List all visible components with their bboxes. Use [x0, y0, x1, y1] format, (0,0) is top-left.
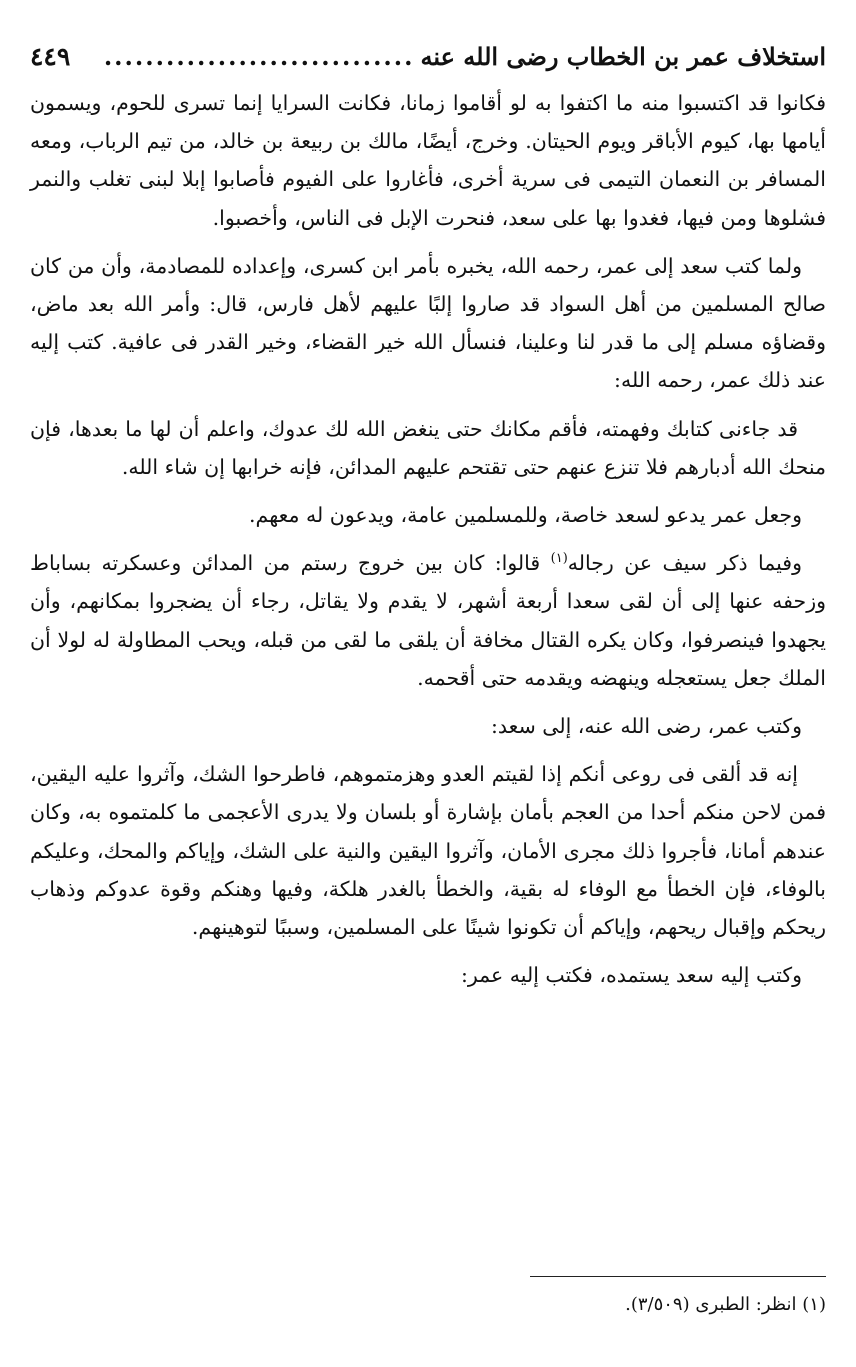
running-header — [30, 38, 826, 74]
paragraph-6: وكتب عمر، رضى الله عنه، إلى سعد: — [491, 714, 802, 739]
paragraph-1: فكانوا قد اكتسبوا منه ما اكتفوا به لو أقاموا زمانا، فكانت السرايا إنما تسرى للحوم، ويسمون أيامها بها، كيوم الأباقر ويوم الحيتان. وخرج، أيضًا، مالك بن ربيعة بن خالد، من تيم الرباب، ومعه المسافر بن النعمان التيمى فى سرية أخرى، فأغاروا على الفيوم فأصابوا إبلا لبنى تغلب والنمر فشلوها ومن فيها، فغدوا بها على سعد، فنحرت الإبل فى الناس، وأخصبوا. — [30, 91, 826, 230]
main-text — [30, 84, 826, 1004]
footnote-separator — [530, 1276, 826, 1277]
footnote: (١) انظر: الطبرى (٣/٥٠٩). — [625, 1294, 826, 1315]
page-number: ٤٤٩ — [30, 41, 71, 71]
running-title: استخلاف عمر بن الخطاب رضى الله عنه — [420, 41, 826, 71]
paragraph-3-letter: قد جاءنى كتابك وفهمته، فأقم مكانك حتى ينغض الله لك عدوك، واعلم أن لها ما بعدها، فإن منحك الله أدبارهم فلا تنزع عنهم حتى تقتحم عليهم المدائن، فإنه خرابها إن شاء الله. — [30, 416, 826, 479]
paragraph-5 — [30, 544, 826, 697]
paragraph-5-start: وفيما ذكر سيف عن رجاله — [567, 551, 802, 576]
paragraph-2: ولما كتب سعد إلى عمر، رحمه الله، يخبره بأمر ابن كسرى، وإعداده للمصادمة، وأن من كان صالح المسلمين من أهل السواد قد صاروا إلبًا عليهم لأهل فارس، قال: وأمر الله بعد ماض، وقضاؤه مسلم إلى ما قدر لنا وعلينا، فنسأل الله خير القضاء، وخير القدر فى عافية. كتب إليه عند ذلك عمر، رحمه الله: — [30, 253, 826, 393]
paragraph-8: وكتب إليه سعد يستمده، فكتب إليه عمر: — [460, 963, 802, 988]
paragraph-4: وجعل عمر يدعو لسعد خاصة، وللمسلمين عامة، ويدعون له معهم. — [249, 503, 802, 528]
paragraph-5-rest: قالوا: كان بين خروج رستم من المدائن وعسكرته بساباط وزحفه عنها إلى أن لقى سعدا أربعة أشهر، لا يقدم ولا يقاتل، رجاء أن يضجروا بمكانهم، وأن يجهدوا فينصرفوا، وكان يكره القتال مخافة أن يلقى ما لقى من قبله، ويحب المطاولة له لولا أن الملك جعل يستعجله وينهضه ويقدمه حتى أقحمه. — [30, 551, 826, 690]
dot-leader: .............................. — [103, 41, 415, 71]
paragraph-7-letter: إنه قد ألقى فى روعى أنكم إذا لقيتم العدو وهزمتموهم، فاطرحوا الشك، وآثروا عليه اليقين، فمن لاحن منكم أحدا من العجم بأمان بإشارة أو بلسان ولا يدرى الأعجمى ما كلمتموه به، وكان عندهم أمانا، فأجروا ذلك مجرى الأمان، وآثروا اليقين والنية على الشك، وإياكم والمحك، وعليكم بالوفاء، فإن الخطأ مع الوفاء له بقية، والخطأ بالغدر هلكة، وفيها وهنكم وقوة عدوكم وذهاب ريحكم وإقبال ريحهم، وإياكم أن تكونوا شينًا على المسلمين، وسببًا لتوهينهم. — [30, 762, 826, 940]
footnote-reference: (١) — [550, 551, 568, 567]
